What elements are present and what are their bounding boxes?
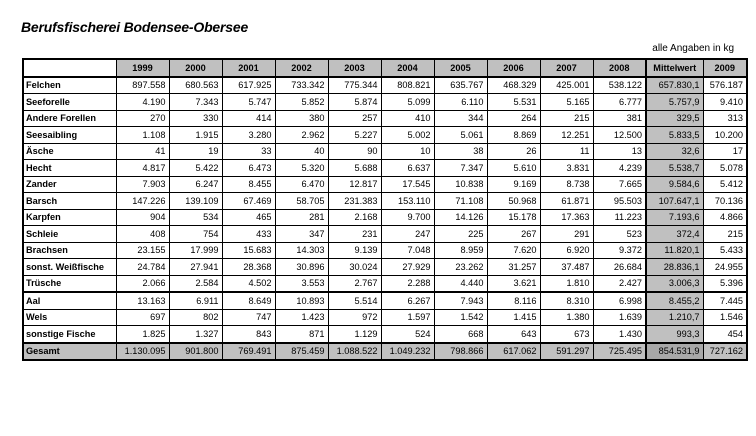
row-label: Trüsche bbox=[23, 275, 116, 292]
value-cell: 344 bbox=[434, 110, 487, 127]
value-cell: 6.247 bbox=[169, 176, 222, 193]
value-cell: 635.767 bbox=[434, 77, 487, 94]
catch-table bbox=[22, 58, 748, 361]
value-cell: 6.920 bbox=[540, 242, 593, 259]
value-cell: 425.001 bbox=[540, 77, 593, 94]
mean-cell: 657.830,1 bbox=[646, 77, 703, 94]
mean-cell: 372,4 bbox=[646, 226, 703, 243]
table-row bbox=[23, 209, 747, 226]
value-cell: 1.542 bbox=[434, 309, 487, 326]
value-cell: 4.866 bbox=[703, 209, 747, 226]
value-cell: 9.139 bbox=[328, 242, 381, 259]
value-cell: 410 bbox=[381, 110, 434, 127]
mean-cell: 1.210,7 bbox=[646, 309, 703, 326]
value-cell: 12.251 bbox=[540, 127, 593, 144]
value-cell: 747 bbox=[222, 309, 275, 326]
value-cell: 23.262 bbox=[434, 259, 487, 276]
row-label: Seeforelle bbox=[23, 94, 116, 111]
value-cell: 5.747 bbox=[222, 94, 275, 111]
value-cell: 24.955 bbox=[703, 259, 747, 276]
row-label: Karpfen bbox=[23, 209, 116, 226]
value-cell: 17.999 bbox=[169, 242, 222, 259]
value-cell: 225 bbox=[434, 226, 487, 243]
value-cell: 26.684 bbox=[593, 259, 646, 276]
value-cell: 30.024 bbox=[328, 259, 381, 276]
value-cell: 10.893 bbox=[275, 292, 328, 309]
value-cell: 680.563 bbox=[169, 77, 222, 94]
value-cell: 14.303 bbox=[275, 242, 328, 259]
value-cell: 3.553 bbox=[275, 275, 328, 292]
value-cell: 6.637 bbox=[381, 160, 434, 177]
table-body bbox=[23, 77, 747, 361]
value-cell: 3.280 bbox=[222, 127, 275, 144]
value-cell: 538.122 bbox=[593, 77, 646, 94]
value-cell: 215 bbox=[540, 110, 593, 127]
column-header: 2003 bbox=[328, 59, 381, 77]
value-cell: 5.227 bbox=[328, 127, 381, 144]
value-cell: 727.162 bbox=[703, 343, 747, 361]
value-cell: 4.440 bbox=[434, 275, 487, 292]
value-cell: 9.372 bbox=[593, 242, 646, 259]
mean-cell: 9.584,6 bbox=[646, 176, 703, 193]
value-cell: 4.502 bbox=[222, 275, 275, 292]
value-cell: 15.683 bbox=[222, 242, 275, 259]
column-header: 2009 bbox=[703, 59, 747, 77]
mean-cell: 854.531,9 bbox=[646, 343, 703, 361]
value-cell: 139.109 bbox=[169, 193, 222, 210]
row-label: sonst. Weißfische bbox=[23, 259, 116, 276]
value-cell: 673 bbox=[540, 326, 593, 343]
value-cell: 591.297 bbox=[540, 343, 593, 361]
value-cell: 37.487 bbox=[540, 259, 593, 276]
table-row bbox=[23, 226, 747, 243]
value-cell: 7.943 bbox=[434, 292, 487, 309]
value-cell: 5.412 bbox=[703, 176, 747, 193]
value-cell: 1.088.522 bbox=[328, 343, 381, 361]
value-cell: 257 bbox=[328, 110, 381, 127]
value-cell: 347 bbox=[275, 226, 328, 243]
mean-cell: 3.006,3 bbox=[646, 275, 703, 292]
value-cell: 7.665 bbox=[593, 176, 646, 193]
value-cell: 901.800 bbox=[169, 343, 222, 361]
value-cell: 617.925 bbox=[222, 77, 275, 94]
value-cell: 465 bbox=[222, 209, 275, 226]
mean-cell: 11.820,1 bbox=[646, 242, 703, 259]
value-cell: 12.500 bbox=[593, 127, 646, 144]
value-cell: 380 bbox=[275, 110, 328, 127]
mean-cell: 28.836,1 bbox=[646, 259, 703, 276]
value-cell: 267 bbox=[487, 226, 540, 243]
value-cell: 19 bbox=[169, 143, 222, 160]
value-cell: 291 bbox=[540, 226, 593, 243]
value-cell: 5.396 bbox=[703, 275, 747, 292]
value-cell: 843 bbox=[222, 326, 275, 343]
column-header: Mittelwert bbox=[646, 59, 703, 77]
value-cell: 6.911 bbox=[169, 292, 222, 309]
value-cell: 17 bbox=[703, 143, 747, 160]
value-cell: 1.108 bbox=[116, 127, 169, 144]
value-cell: 1.915 bbox=[169, 127, 222, 144]
value-cell: 9.169 bbox=[487, 176, 540, 193]
value-cell: 5.514 bbox=[328, 292, 381, 309]
column-header: 2000 bbox=[169, 59, 222, 77]
value-cell: 8.738 bbox=[540, 176, 593, 193]
value-cell: 733.342 bbox=[275, 77, 328, 94]
value-cell: 8.869 bbox=[487, 127, 540, 144]
value-cell: 38 bbox=[434, 143, 487, 160]
table-row bbox=[23, 309, 747, 326]
mean-cell: 5.757,9 bbox=[646, 94, 703, 111]
value-cell: 231 bbox=[328, 226, 381, 243]
value-cell: 264 bbox=[487, 110, 540, 127]
table-row bbox=[23, 77, 747, 94]
value-cell: 215 bbox=[703, 226, 747, 243]
mean-cell: 107.647,1 bbox=[646, 193, 703, 210]
value-cell: 5.099 bbox=[381, 94, 434, 111]
table-row bbox=[23, 259, 747, 276]
value-cell: 11 bbox=[540, 143, 593, 160]
value-cell: 5.078 bbox=[703, 160, 747, 177]
value-cell: 2.427 bbox=[593, 275, 646, 292]
table-row bbox=[23, 176, 747, 193]
value-cell: 71.108 bbox=[434, 193, 487, 210]
value-cell: 7.048 bbox=[381, 242, 434, 259]
value-cell: 5.433 bbox=[703, 242, 747, 259]
row-label: Brachsen bbox=[23, 242, 116, 259]
value-cell: 5.874 bbox=[328, 94, 381, 111]
column-header: 2008 bbox=[593, 59, 646, 77]
value-cell: 27.929 bbox=[381, 259, 434, 276]
value-cell: 95.503 bbox=[593, 193, 646, 210]
value-cell: 27.941 bbox=[169, 259, 222, 276]
value-cell: 13 bbox=[593, 143, 646, 160]
value-cell: 7.343 bbox=[169, 94, 222, 111]
value-cell: 90 bbox=[328, 143, 381, 160]
value-cell: 802 bbox=[169, 309, 222, 326]
value-cell: 534 bbox=[169, 209, 222, 226]
value-cell: 8.455 bbox=[222, 176, 275, 193]
column-header: 2007 bbox=[540, 59, 593, 77]
value-cell: 2.168 bbox=[328, 209, 381, 226]
value-cell: 972 bbox=[328, 309, 381, 326]
value-cell: 33 bbox=[222, 143, 275, 160]
table-row bbox=[23, 275, 747, 292]
value-cell: 617.062 bbox=[487, 343, 540, 361]
value-cell: 1.546 bbox=[703, 309, 747, 326]
row-label: Wels bbox=[23, 309, 116, 326]
value-cell: 11.223 bbox=[593, 209, 646, 226]
value-cell: 2.962 bbox=[275, 127, 328, 144]
value-cell: 4.817 bbox=[116, 160, 169, 177]
value-cell: 2.066 bbox=[116, 275, 169, 292]
value-cell: 6.470 bbox=[275, 176, 328, 193]
table-row bbox=[23, 292, 747, 309]
value-cell: 5.061 bbox=[434, 127, 487, 144]
value-cell: 231.383 bbox=[328, 193, 381, 210]
value-cell: 3.621 bbox=[487, 275, 540, 292]
value-cell: 40 bbox=[275, 143, 328, 160]
row-label: Äsche bbox=[23, 143, 116, 160]
value-cell: 1.597 bbox=[381, 309, 434, 326]
value-cell: 5.165 bbox=[540, 94, 593, 111]
value-cell: 904 bbox=[116, 209, 169, 226]
value-cell: 468.329 bbox=[487, 77, 540, 94]
column-header: 2004 bbox=[381, 59, 434, 77]
value-cell: 8.649 bbox=[222, 292, 275, 309]
value-cell: 643 bbox=[487, 326, 540, 343]
row-label: Schleie bbox=[23, 226, 116, 243]
value-cell: 30.896 bbox=[275, 259, 328, 276]
value-cell: 17.545 bbox=[381, 176, 434, 193]
value-cell: 8.310 bbox=[540, 292, 593, 309]
value-cell: 5.002 bbox=[381, 127, 434, 144]
value-cell: 2.584 bbox=[169, 275, 222, 292]
value-cell: 576.187 bbox=[703, 77, 747, 94]
row-label: Andere Forellen bbox=[23, 110, 116, 127]
value-cell: 6.473 bbox=[222, 160, 275, 177]
value-cell: 1.825 bbox=[116, 326, 169, 343]
value-cell: 875.459 bbox=[275, 343, 328, 361]
mean-cell: 5.833,5 bbox=[646, 127, 703, 144]
value-cell: 12.817 bbox=[328, 176, 381, 193]
value-cell: 5.610 bbox=[487, 160, 540, 177]
value-cell: 4.239 bbox=[593, 160, 646, 177]
value-cell: 7.903 bbox=[116, 176, 169, 193]
value-cell: 7.347 bbox=[434, 160, 487, 177]
value-cell: 408 bbox=[116, 226, 169, 243]
value-cell: 17.363 bbox=[540, 209, 593, 226]
value-cell: 1.380 bbox=[540, 309, 593, 326]
value-cell: 23.155 bbox=[116, 242, 169, 259]
value-cell: 769.491 bbox=[222, 343, 275, 361]
value-cell: 10.838 bbox=[434, 176, 487, 193]
value-cell: 8.116 bbox=[487, 292, 540, 309]
value-cell: 9.700 bbox=[381, 209, 434, 226]
table-row bbox=[23, 160, 747, 177]
value-cell: 31.257 bbox=[487, 259, 540, 276]
mean-cell: 8.455,2 bbox=[646, 292, 703, 309]
value-cell: 725.495 bbox=[593, 343, 646, 361]
table-row bbox=[23, 94, 747, 111]
row-label: Zander bbox=[23, 176, 116, 193]
value-cell: 1.810 bbox=[540, 275, 593, 292]
value-cell: 281 bbox=[275, 209, 328, 226]
value-cell: 1.129 bbox=[328, 326, 381, 343]
document-title: Berufsfischerei Bodensee-Obersee bbox=[21, 19, 249, 35]
column-header: 2002 bbox=[275, 59, 328, 77]
row-label: Hecht bbox=[23, 160, 116, 177]
value-cell: 871 bbox=[275, 326, 328, 343]
value-cell: 13.163 bbox=[116, 292, 169, 309]
mean-cell: 7.193,6 bbox=[646, 209, 703, 226]
value-cell: 523 bbox=[593, 226, 646, 243]
table-row bbox=[23, 143, 747, 160]
table-row bbox=[23, 242, 747, 259]
value-cell: 808.821 bbox=[381, 77, 434, 94]
row-label: Aal bbox=[23, 292, 116, 309]
value-cell: 67.469 bbox=[222, 193, 275, 210]
value-cell: 50.968 bbox=[487, 193, 540, 210]
value-cell: 668 bbox=[434, 326, 487, 343]
value-cell: 1.049.232 bbox=[381, 343, 434, 361]
value-cell: 697 bbox=[116, 309, 169, 326]
header-corner bbox=[23, 59, 116, 77]
value-cell: 70.136 bbox=[703, 193, 747, 210]
table-row bbox=[23, 326, 747, 343]
value-cell: 61.871 bbox=[540, 193, 593, 210]
value-cell: 9.410 bbox=[703, 94, 747, 111]
value-cell: 5.531 bbox=[487, 94, 540, 111]
value-cell: 798.866 bbox=[434, 343, 487, 361]
table-row bbox=[23, 193, 747, 210]
value-cell: 1.415 bbox=[487, 309, 540, 326]
value-cell: 7.620 bbox=[487, 242, 540, 259]
value-cell: 8.959 bbox=[434, 242, 487, 259]
row-label: Gesamt bbox=[23, 343, 116, 361]
value-cell: 330 bbox=[169, 110, 222, 127]
value-cell: 26 bbox=[487, 143, 540, 160]
value-cell: 897.558 bbox=[116, 77, 169, 94]
table-header-row bbox=[23, 59, 747, 77]
value-cell: 270 bbox=[116, 110, 169, 127]
value-cell: 58.705 bbox=[275, 193, 328, 210]
row-label: Felchen bbox=[23, 77, 116, 94]
value-cell: 7.445 bbox=[703, 292, 747, 309]
value-cell: 6.110 bbox=[434, 94, 487, 111]
value-cell: 3.831 bbox=[540, 160, 593, 177]
value-cell: 10.200 bbox=[703, 127, 747, 144]
column-header: 2005 bbox=[434, 59, 487, 77]
value-cell: 5.422 bbox=[169, 160, 222, 177]
value-cell: 15.178 bbox=[487, 209, 540, 226]
value-cell: 5.320 bbox=[275, 160, 328, 177]
value-cell: 247 bbox=[381, 226, 434, 243]
value-cell: 153.110 bbox=[381, 193, 434, 210]
value-cell: 2.288 bbox=[381, 275, 434, 292]
column-header: 1999 bbox=[116, 59, 169, 77]
value-cell: 41 bbox=[116, 143, 169, 160]
value-cell: 414 bbox=[222, 110, 275, 127]
table-row bbox=[23, 110, 747, 127]
value-cell: 1.423 bbox=[275, 309, 328, 326]
value-cell: 10 bbox=[381, 143, 434, 160]
value-cell: 28.368 bbox=[222, 259, 275, 276]
value-cell: 6.777 bbox=[593, 94, 646, 111]
value-cell: 1.130.095 bbox=[116, 343, 169, 361]
row-label: Barsch bbox=[23, 193, 116, 210]
value-cell: 4.190 bbox=[116, 94, 169, 111]
mean-cell: 5.538,7 bbox=[646, 160, 703, 177]
mean-cell: 329,5 bbox=[646, 110, 703, 127]
value-cell: 454 bbox=[703, 326, 747, 343]
value-cell: 6.267 bbox=[381, 292, 434, 309]
value-cell: 147.226 bbox=[116, 193, 169, 210]
column-header: 2001 bbox=[222, 59, 275, 77]
value-cell: 1.430 bbox=[593, 326, 646, 343]
units-note: alle Angaben in kg bbox=[652, 43, 734, 54]
value-cell: 1.639 bbox=[593, 309, 646, 326]
mean-cell: 993,3 bbox=[646, 326, 703, 343]
value-cell: 754 bbox=[169, 226, 222, 243]
total-row bbox=[23, 343, 747, 361]
value-cell: 6.998 bbox=[593, 292, 646, 309]
value-cell: 2.767 bbox=[328, 275, 381, 292]
value-cell: 5.688 bbox=[328, 160, 381, 177]
value-cell: 5.852 bbox=[275, 94, 328, 111]
column-header: 2006 bbox=[487, 59, 540, 77]
value-cell: 381 bbox=[593, 110, 646, 127]
mean-cell: 32,6 bbox=[646, 143, 703, 160]
value-cell: 313 bbox=[703, 110, 747, 127]
value-cell: 775.344 bbox=[328, 77, 381, 94]
row-label: sonstige Fische bbox=[23, 326, 116, 343]
value-cell: 524 bbox=[381, 326, 434, 343]
value-cell: 433 bbox=[222, 226, 275, 243]
value-cell: 14.126 bbox=[434, 209, 487, 226]
table-row bbox=[23, 127, 747, 144]
row-label: Seesaibling bbox=[23, 127, 116, 144]
value-cell: 24.784 bbox=[116, 259, 169, 276]
value-cell: 1.327 bbox=[169, 326, 222, 343]
